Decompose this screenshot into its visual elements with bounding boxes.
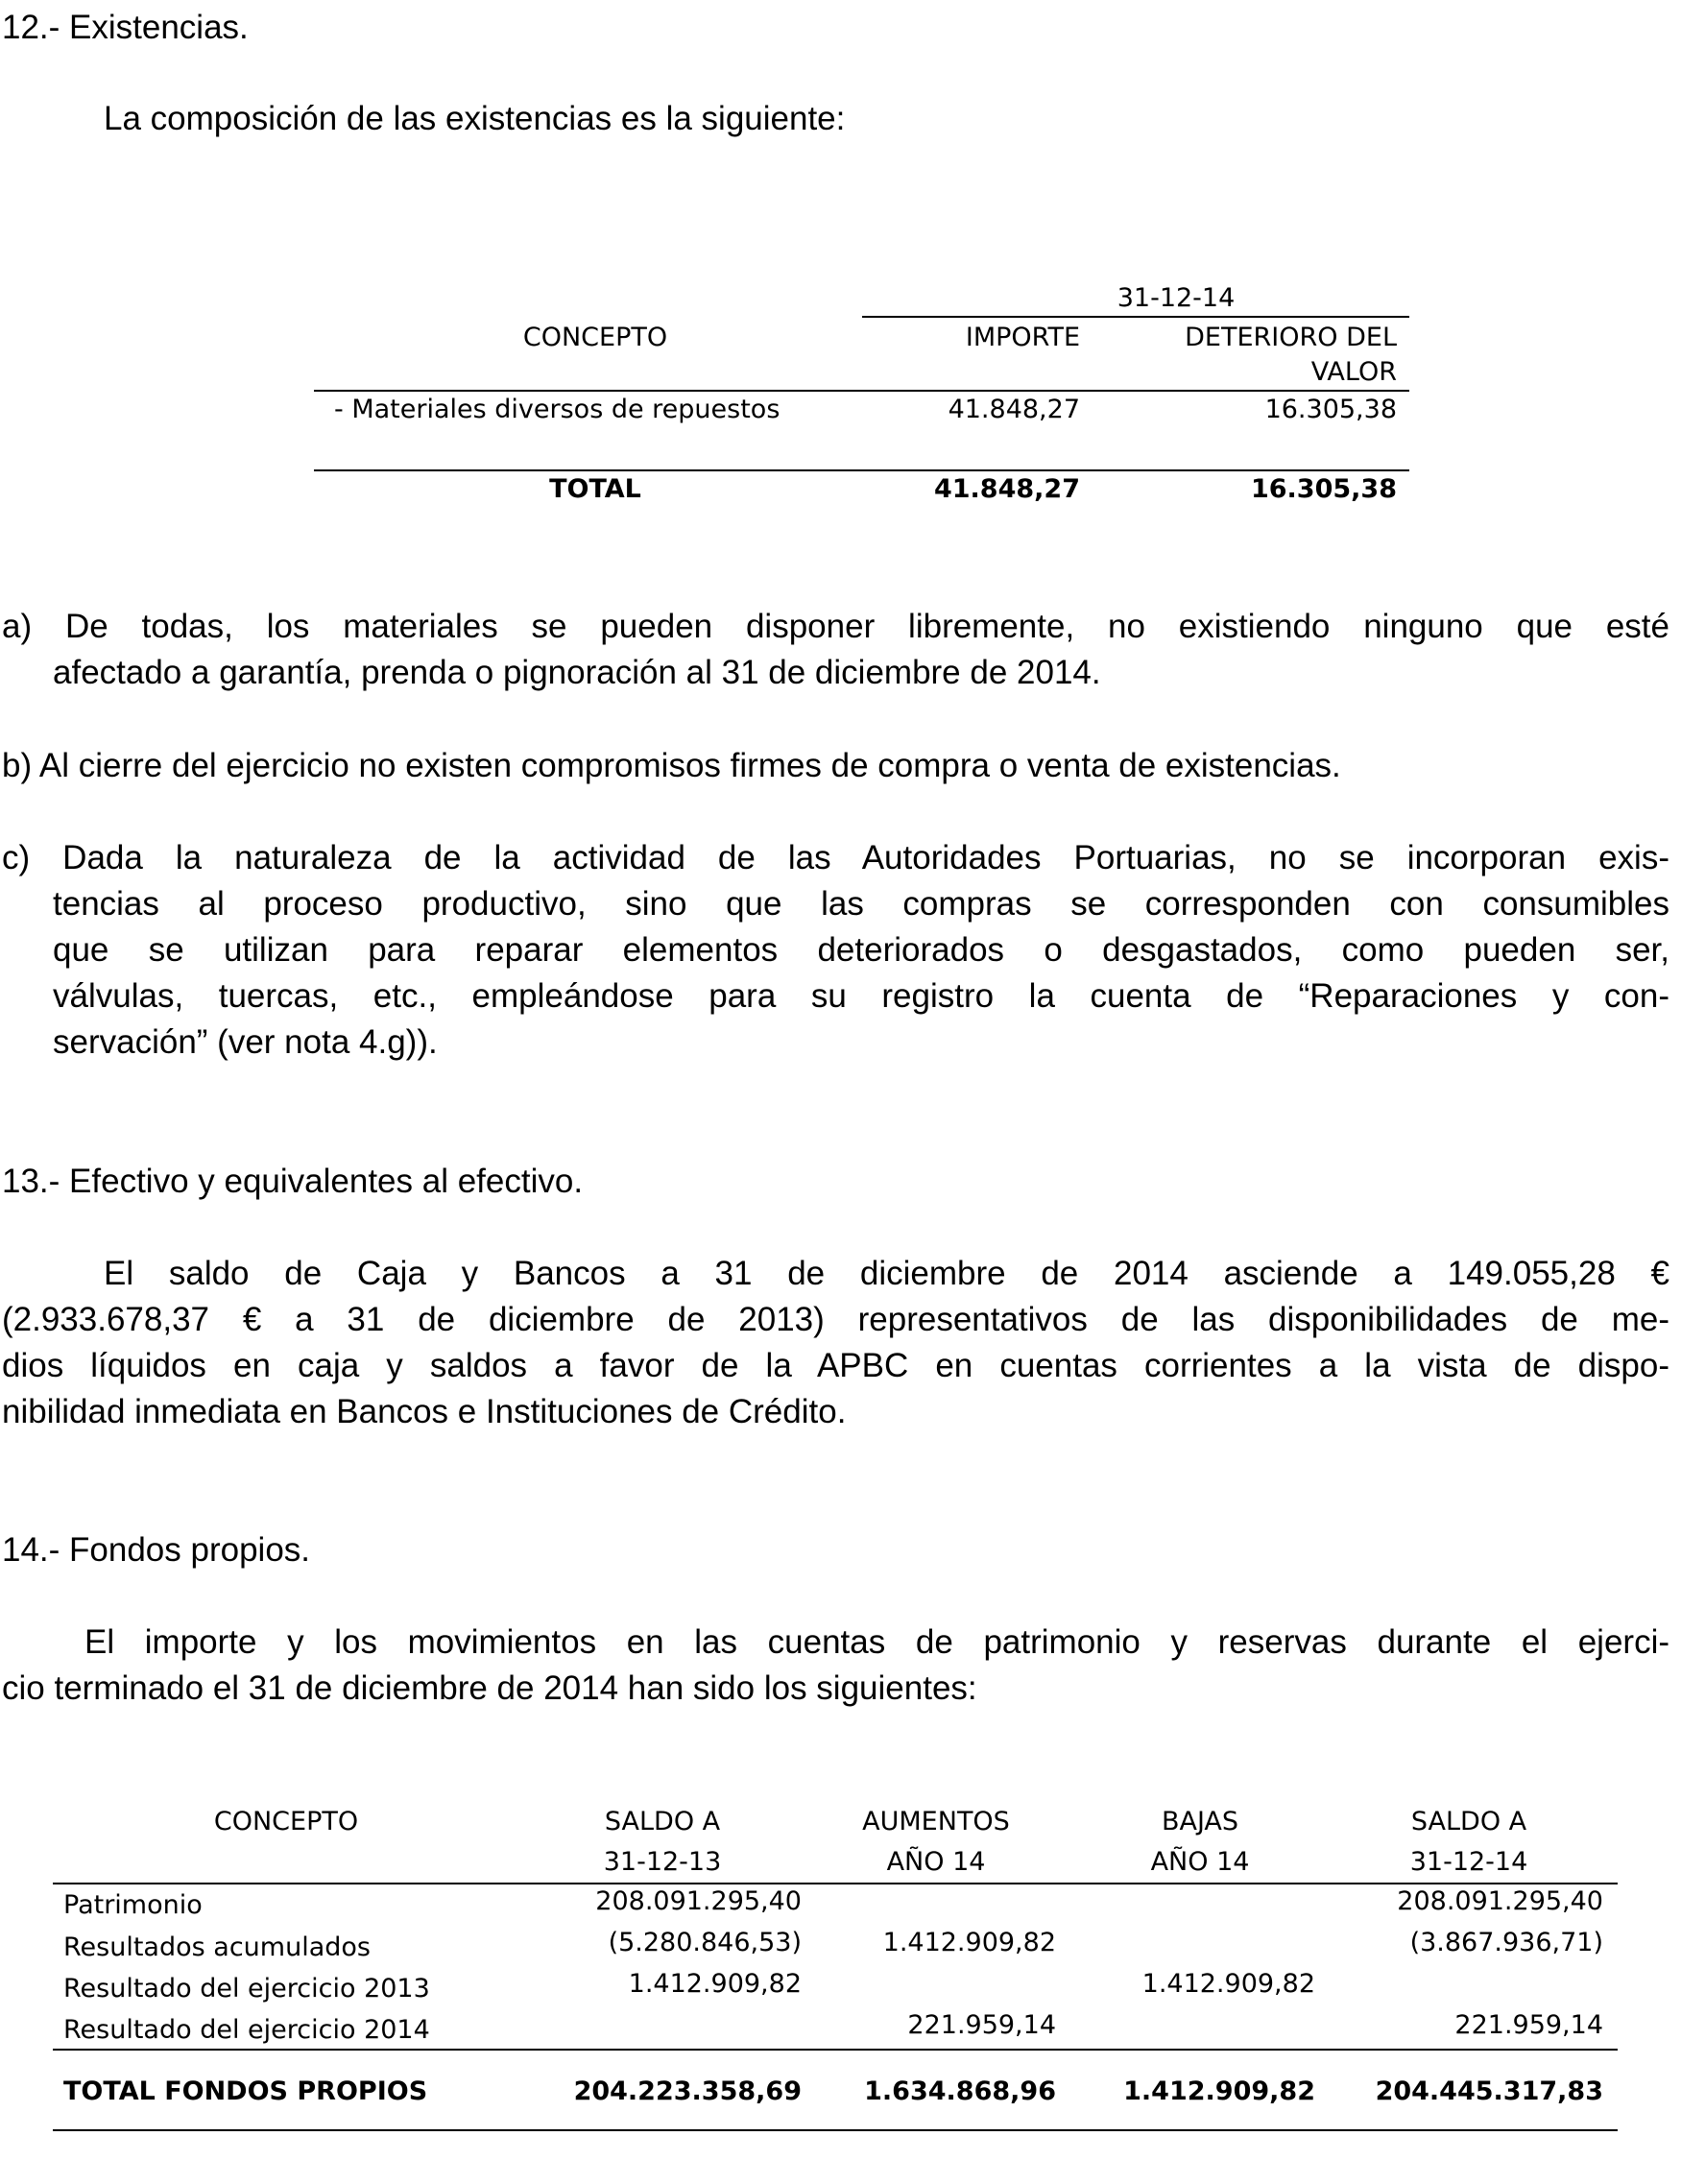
col-header-saldo-fin-line1: SALDO A [1410,1807,1527,1836]
col-header-concepto: CONCEPTO [522,323,668,352]
section-12-intro: La composición de las existencias es la siguiente: [104,100,846,137]
note-c-line1: c) Dada la naturaleza de la actividad de las Autoridades Portuarias, no se incorporan exis- [2,839,1669,876]
col-header-importe: IMPORTE [965,323,1080,352]
row-saldo-ini: 1.412.909,82 [628,1969,802,1999]
row-aumentos: 221.959,14 [907,2010,1056,2040]
col-header-deterioro-line1: DETERIORO DEL [1185,323,1397,352]
row-deterioro: 16.305,38 [1264,395,1397,424]
section-13-para-line2: (2.933.678,37 € a 31 de diciembre de 2013) representativos de las disponibilidades de me- [2,1301,1669,1338]
total-saldo-ini: 204.223.358,69 [573,2076,802,2106]
col-header-aumentos-line2: AÑO 14 [886,1847,986,1877]
row-bajas: 1.412.909,82 [1141,1969,1315,1999]
row-saldo-ini: (5.280.846,53) [608,1928,802,1957]
section-13-heading: 13.- Efectivo y equivalentes al efectivo. [2,1163,584,1200]
row-concepto: Resultado del ejercicio 2014 [63,2015,430,2045]
note-c-line2: tencias al proceso productivo, sino que las compras se corresponden con consumibles [53,885,1669,923]
section-14-para-line2: cio terminado el 31 de diciembre de 2014 han sido los siguientes: [2,1669,977,1707]
total-aumentos: 1.634.868,96 [864,2076,1056,2106]
note-c-line4: válvulas, tuercas, etc., empleándose para su registro la cuenta de “Reparaciones y con- [53,977,1669,1015]
header-rule [53,1883,1618,1884]
total-importe: 41.848,27 [933,474,1080,504]
total-deterioro: 16.305,38 [1250,474,1397,504]
note-c-line3: que se utilizan para reparar elementos deteriorados o desgastados, como pueden ser, [53,931,1669,969]
row-concepto: Resultados acumulados [63,1932,371,1962]
col-header-bajas-line1: BAJAS [1161,1807,1239,1836]
col-header-saldo-ini-line2: 31-12-13 [603,1847,722,1877]
total-bajas: 1.412.909,82 [1123,2076,1315,2106]
note-a-line2: afectado a garantía, prenda o pignoración al 31 de diciembre de 2014. [53,654,1101,691]
total-label: TOTAL [549,474,641,504]
date-header-rule [862,316,1409,318]
row-saldo-fin: 221.959,14 [1454,2010,1603,2040]
row-concepto: Resultado del ejercicio 2013 [63,1974,430,2004]
section-14-heading: 14.- Fondos propios. [2,1531,311,1569]
col-header-saldo-fin-line2: 31-12-14 [1409,1847,1528,1877]
total-saldo-fin: 204.445.317,83 [1375,2076,1603,2106]
note-c-line5: servación” (ver nota 4.g)). [53,1023,438,1061]
row-importe: 41.848,27 [948,395,1080,424]
col-header-aumentos-line1: AUMENTOS [862,1807,1010,1836]
total-rule [314,469,1409,471]
section-13-para-line1: El saldo de Caja y Bancos a 31 de diciembre de 2014 asciende a 149.055,28 € [104,1255,1669,1292]
row-saldo-fin: (3.867.936,71) [1409,1928,1603,1957]
row-saldo-fin: 208.091.295,40 [1397,1886,1603,1916]
total-concepto: TOTAL FONDOS PROPIOS [63,2076,428,2106]
section-13-para-line3: dios líquidos en caja y saldos a favor de la APBC en cuentas corrientes a la vista de dispo- [2,1347,1669,1384]
note-b: b) Al cierre del ejercicio no existen compromisos firmes de compra o venta de existencias. [2,747,1341,784]
col-header-deterioro-line2: VALOR [1310,357,1397,387]
row-saldo-ini: 208.091.295,40 [595,1886,802,1916]
col-header-saldo-ini-line1: SALDO A [604,1807,721,1836]
section-14-para-line1: El importe y los movimientos en las cuentas de patrimonio y reservas durante el ejerci- [84,1623,1669,1661]
col-header-concepto: CONCEPTO [213,1807,359,1836]
bottom-rule [53,2129,1618,2131]
note-a-line1: a) De todas, los materiales se pueden disponer libremente, no existiendo ninguno que esté [2,608,1669,645]
section-13-para-line4: nibilidad inmediata en Bancos e Instituciones de Crédito. [2,1393,847,1430]
table-date-header: 31-12-14 [1117,283,1236,313]
header-rule [314,390,1409,392]
pre-total-rule [53,2049,1618,2051]
row-concepto: - Materiales diversos de repuestos [334,395,780,424]
col-header-bajas-line2: AÑO 14 [1150,1847,1250,1877]
row-aumentos: 1.412.909,82 [882,1928,1056,1957]
section-12-heading: 12.- Existencias. [2,9,249,46]
row-concepto: Patrimonio [63,1890,203,1920]
